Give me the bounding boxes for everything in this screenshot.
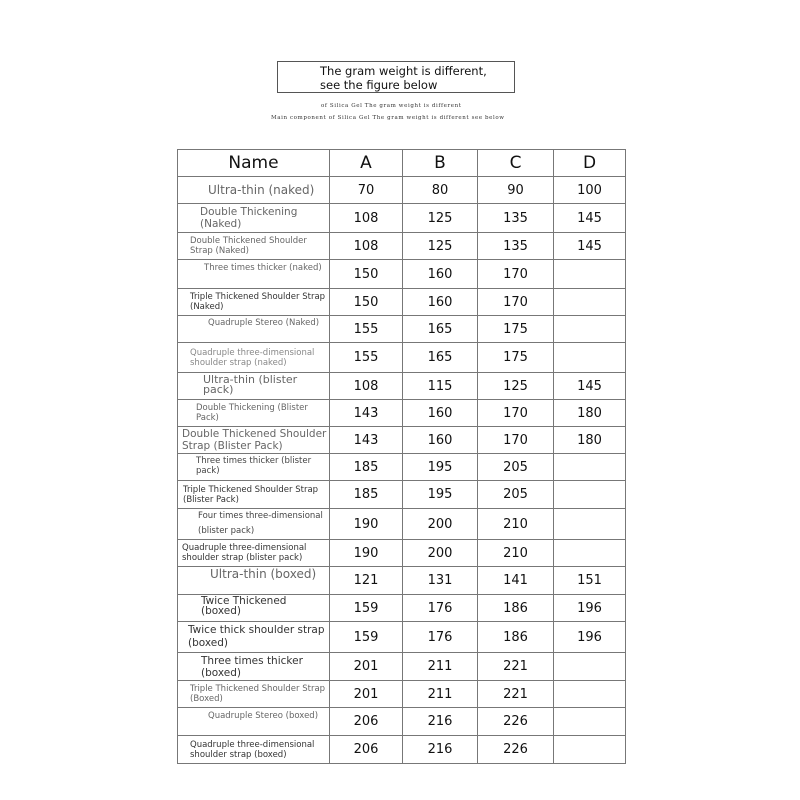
cell-d: 100	[554, 177, 626, 204]
cell-b: 200	[403, 540, 478, 567]
cell-a: 201	[330, 681, 403, 708]
cell-c: 221	[478, 681, 554, 708]
table-row	[178, 204, 626, 233]
cell-a: 108	[330, 204, 403, 233]
gram-weight-table	[177, 149, 626, 764]
cell-b: 195	[403, 481, 478, 509]
row-name: Ultra-thin (blister pack)	[178, 373, 330, 400]
cell-d	[554, 454, 626, 481]
cell-c: 170	[478, 289, 554, 316]
cell-b: 160	[403, 260, 478, 289]
row-name: Quadruple Stereo (Naked)	[178, 316, 330, 343]
row-name: Quadruple three-dimensional shoulder strap (blister pack)	[178, 540, 330, 567]
cell-a: 150	[330, 289, 403, 316]
table-row	[178, 177, 626, 204]
table-row	[178, 454, 626, 481]
cell-a: 108	[330, 373, 403, 400]
row-name: Triple Thickened Shoulder Strap (Blister Pack)	[178, 481, 330, 509]
cell-c: 170	[478, 427, 554, 454]
table-row	[178, 400, 626, 427]
cell-b: 115	[403, 373, 478, 400]
cell-c: 226	[478, 736, 554, 764]
cell-c: 210	[478, 509, 554, 540]
cell-d	[554, 343, 626, 373]
header-a: A	[330, 150, 403, 177]
row-name: Double Thickened Shoulder Strap (Naked)	[178, 233, 330, 260]
cell-d	[554, 653, 626, 681]
cell-b: 216	[403, 736, 478, 764]
cell-b: 216	[403, 708, 478, 736]
row-name: Double Thickened Shoulder Strap (Blister Pack)	[178, 427, 330, 454]
note-text: The gram weight is different, see the figure below	[320, 64, 487, 92]
table-row	[178, 708, 626, 736]
table-row	[178, 567, 626, 595]
cell-a: 155	[330, 343, 403, 373]
cell-d	[554, 289, 626, 316]
cell-c: 205	[478, 481, 554, 509]
cell-b: 80	[403, 177, 478, 204]
cell-d	[554, 481, 626, 509]
cell-d	[554, 736, 626, 764]
header-name: Name	[178, 150, 330, 177]
row-name: Ultra-thin (naked)	[178, 177, 330, 204]
row-name: Triple Thickened Shoulder Strap (Boxed)	[178, 681, 330, 708]
cell-d: 196	[554, 622, 626, 653]
cell-d: 145	[554, 204, 626, 233]
table-row	[178, 509, 626, 540]
cell-a: 70	[330, 177, 403, 204]
cell-b: 176	[403, 595, 478, 622]
subtitle-line-1: of Silica Gel The gram weight is different	[321, 103, 462, 109]
row-name: Four times three-dimensional (blister pack)	[178, 509, 330, 540]
cell-a: 143	[330, 427, 403, 454]
cell-a: 185	[330, 454, 403, 481]
row-name: Double Thickening (Naked)	[178, 204, 330, 233]
cell-d: 196	[554, 595, 626, 622]
cell-d	[554, 260, 626, 289]
table-row	[178, 233, 626, 260]
cell-b: 165	[403, 316, 478, 343]
cell-c: 186	[478, 622, 554, 653]
cell-b: 176	[403, 622, 478, 653]
cell-c: 135	[478, 204, 554, 233]
cell-b: 160	[403, 427, 478, 454]
cell-b: 165	[403, 343, 478, 373]
row-name: Twice Thickened (boxed)	[178, 595, 330, 622]
table-row	[178, 736, 626, 764]
row-name: Quadruple three-dimensional shoulder strap (naked)	[178, 343, 330, 373]
table-row	[178, 481, 626, 509]
cell-c: 141	[478, 567, 554, 595]
row-name: Three times thicker (naked)	[178, 260, 330, 289]
cell-b: 125	[403, 204, 478, 233]
cell-a: 190	[330, 540, 403, 567]
table-row	[178, 260, 626, 289]
cell-c: 170	[478, 260, 554, 289]
cell-c: 90	[478, 177, 554, 204]
cell-d: 180	[554, 427, 626, 454]
table-row	[178, 343, 626, 373]
table-row	[178, 681, 626, 708]
subtitle-line-2: Main component of Silica Gel The gram weight is different see below	[271, 115, 505, 121]
row-name: Three times thicker (boxed)	[178, 653, 330, 681]
cell-a: 159	[330, 595, 403, 622]
table-row	[178, 540, 626, 567]
row-name: Quadruple three-dimensional shoulder strap (boxed)	[178, 736, 330, 764]
row-name: Quadruple Stereo (boxed)	[178, 708, 330, 736]
cell-c: 175	[478, 316, 554, 343]
table-row	[178, 653, 626, 681]
cell-a: 108	[330, 233, 403, 260]
cell-a: 206	[330, 708, 403, 736]
cell-b: 200	[403, 509, 478, 540]
cell-c: 175	[478, 343, 554, 373]
cell-c: 205	[478, 454, 554, 481]
cell-c: 186	[478, 595, 554, 622]
cell-a: 190	[330, 509, 403, 540]
table-row	[178, 373, 626, 400]
cell-b: 160	[403, 400, 478, 427]
cell-c: 170	[478, 400, 554, 427]
cell-b: 160	[403, 289, 478, 316]
row-name: Three times thicker (blister pack)	[178, 454, 330, 481]
cell-d: 180	[554, 400, 626, 427]
cell-a: 201	[330, 653, 403, 681]
header-d: D	[554, 150, 626, 177]
cell-a: 185	[330, 481, 403, 509]
cell-c: 125	[478, 373, 554, 400]
cell-d: 145	[554, 373, 626, 400]
table-row	[178, 622, 626, 653]
header-row	[178, 150, 626, 177]
cell-d: 145	[554, 233, 626, 260]
cell-b: 211	[403, 681, 478, 708]
table-row	[178, 427, 626, 454]
cell-c: 135	[478, 233, 554, 260]
cell-b: 131	[403, 567, 478, 595]
row-name: Double Thickening (Blister Pack)	[178, 400, 330, 427]
cell-d	[554, 708, 626, 736]
cell-d	[554, 509, 626, 540]
cell-a: 150	[330, 260, 403, 289]
table-row	[178, 289, 626, 316]
cell-c: 210	[478, 540, 554, 567]
cell-c: 221	[478, 653, 554, 681]
cell-b: 195	[403, 454, 478, 481]
row-name: Ultra-thin (boxed)	[178, 567, 330, 595]
cell-d	[554, 681, 626, 708]
cell-d	[554, 316, 626, 343]
cell-b: 211	[403, 653, 478, 681]
table-row	[178, 595, 626, 622]
row-name: Triple Thickened Shoulder Strap (Naked)	[178, 289, 330, 316]
note-box	[277, 61, 515, 93]
header-b: B	[403, 150, 478, 177]
cell-c: 226	[478, 708, 554, 736]
row-name: Twice thick shoulder strap (boxed)	[178, 622, 330, 653]
cell-b: 125	[403, 233, 478, 260]
cell-d	[554, 540, 626, 567]
cell-a: 159	[330, 622, 403, 653]
cell-a: 143	[330, 400, 403, 427]
table-row	[178, 316, 626, 343]
cell-a: 155	[330, 316, 403, 343]
cell-a: 206	[330, 736, 403, 764]
cell-d: 151	[554, 567, 626, 595]
header-c: C	[478, 150, 554, 177]
cell-a: 121	[330, 567, 403, 595]
